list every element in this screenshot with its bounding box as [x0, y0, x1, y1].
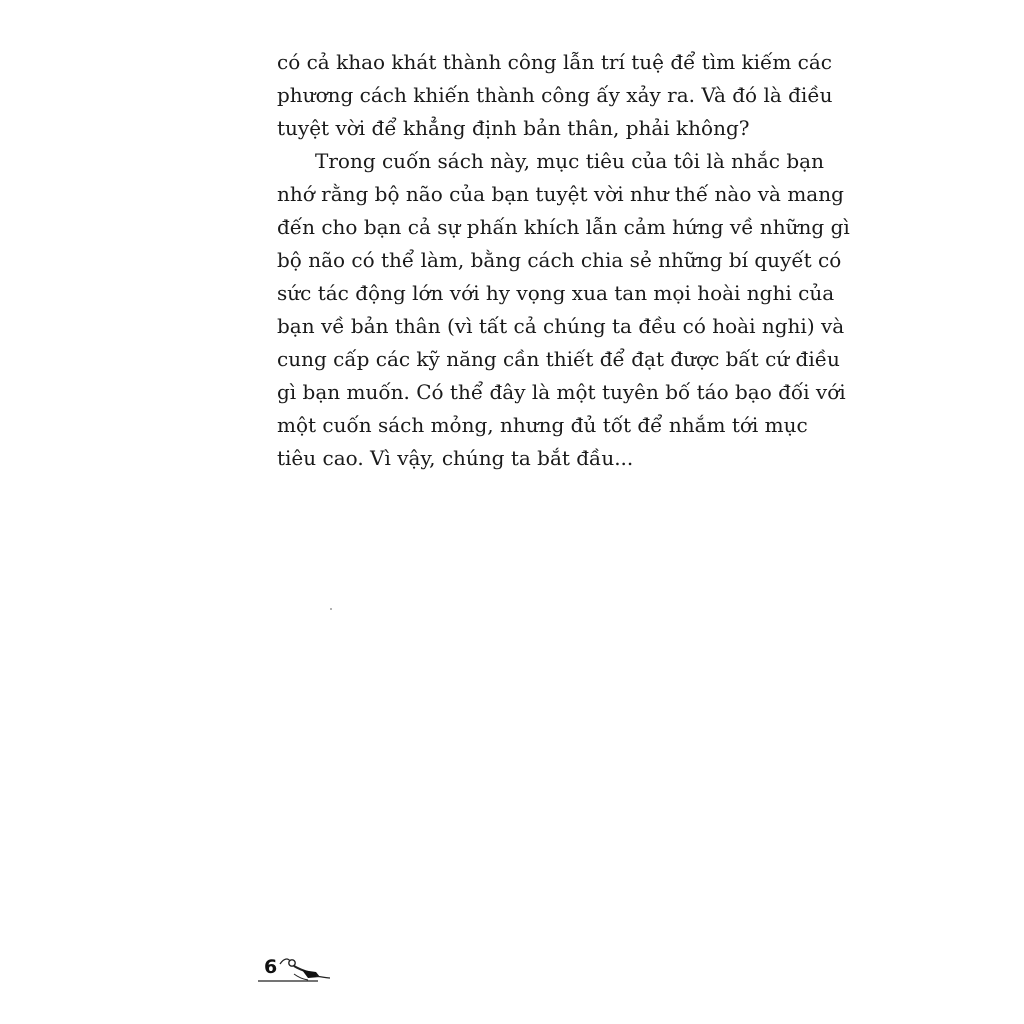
text-line: bạn về bản thân (vì tất cả chúng ta đều có hoài nghi) và	[277, 314, 845, 338]
text-line: có cả khao khát thành công lẫn trí tuệ để tìm kiếm các	[277, 50, 833, 74]
page-number: 6	[264, 956, 278, 978]
paragraph-1	[277, 46, 833, 145]
text-line: cung cấp các kỹ năng cần thiết để đạt được bất cứ điều	[277, 347, 840, 371]
text-line: bộ não có thể làm, bằng cách chia sẻ những bí quyết có	[277, 248, 842, 272]
text-line: gì bạn muốn. Có thể đây là một tuyên bố táo bạo đối với	[277, 380, 846, 404]
text-line: tuyệt vời để khẳng định bản thân, phải không?	[277, 116, 750, 140]
text-line: nhớ rằng bộ não của bạn tuyệt vời như thế nào và mang	[277, 182, 844, 206]
text-line: tiêu cao. Vì vậy, chúng ta bắt đầu...	[277, 446, 634, 470]
body-text	[277, 46, 850, 475]
ink-speck	[330, 608, 332, 610]
text-line: một cuốn sách mỏng, nhưng đủ tốt để nhắm tới mục	[277, 413, 808, 437]
paragraph-2	[277, 145, 850, 475]
text-line: phương cách khiến thành công ấy xảy ra. Và đó là điều	[277, 83, 833, 107]
text-line: sức tác động lớn với hy vọng xua tan mọi hoài nghi của	[277, 281, 835, 305]
page-footer	[258, 950, 338, 990]
text-line: Trong cuốn sách này, mục tiêu của tôi là nhắc bạn	[315, 149, 824, 173]
text-line: đến cho bạn cả sự phấn khích lẫn cảm hứng về những gì	[277, 215, 850, 239]
